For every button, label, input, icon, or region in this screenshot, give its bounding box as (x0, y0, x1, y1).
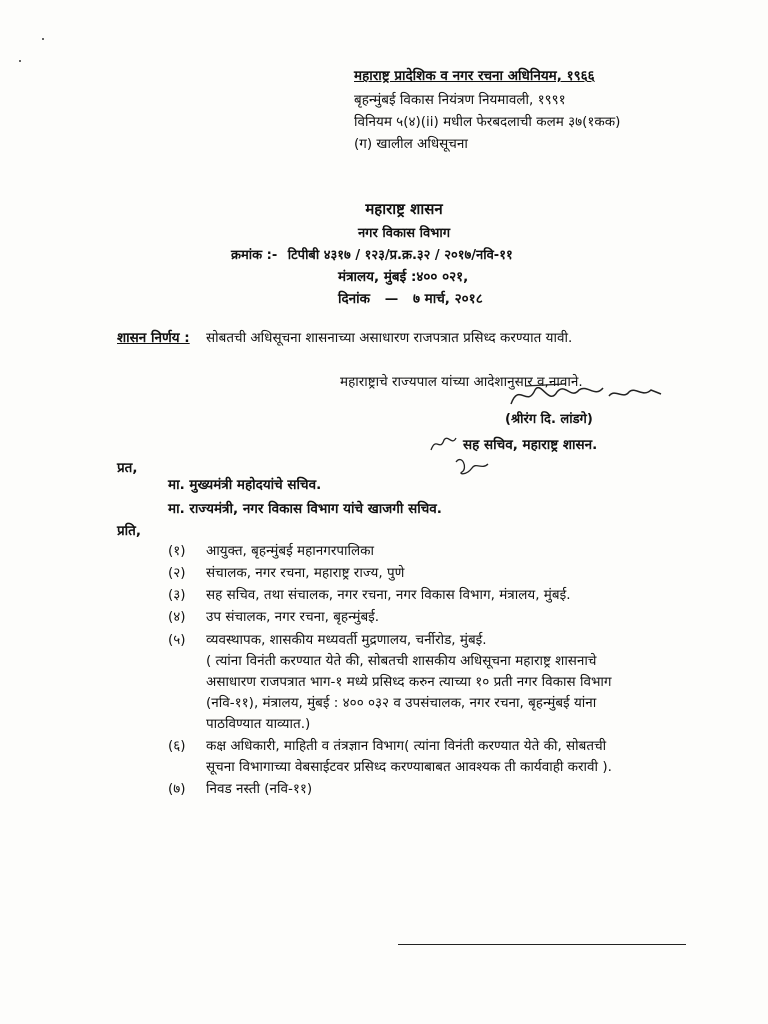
government-name: महाराष्ट्र शासन (365, 200, 443, 218)
item-text: उप संचालक, नगर रचना, बृहन्मुंबई. (206, 609, 380, 625)
order-line: महाराष्ट्राचे राज्यपाल यांच्या आदेशानुसार व,नावाने. (340, 374, 583, 390)
item-number: (१) (168, 543, 186, 559)
copy-label: प्रत, (117, 460, 138, 476)
copy-item: मा. राज्यमंत्री, नगर विकास विभाग यांचे खाजगी सचिव. (168, 501, 442, 517)
item5-note-line: असाधारण राजपत्रात भाग-१ मध्ये प्रसिध्द करुन त्याच्या १० प्रती नगर विकास विभाग (206, 674, 612, 690)
item-text: व्यवस्थापक, शासकीय मध्यवर्ती मुद्रणालय, चर्नीरोड, मुंबई. (206, 632, 487, 648)
initials-scribble (428, 432, 458, 454)
distribution-item (168, 607, 379, 625)
item-number: (२) (168, 565, 186, 581)
item5-note-line: पाठविण्यात याव्यात.) (206, 716, 311, 732)
item-number: (६) (168, 738, 186, 754)
signatory-designation: सह सचिव, महाराष्ट्र शासन. (463, 437, 598, 453)
header-line-2: बृहन्मुंबई विकास नियंत्रण नियमावली, १९९१ (354, 92, 566, 108)
item6-continuation: सूचना विभागाच्या वेबसाईटवर प्रसिध्द करण्याबाबत आवश्यक ती कार्यवाही करावी ). (206, 759, 612, 775)
signatory-name: (श्रीरंग दि. लांडगे) (505, 412, 593, 427)
item-number: (४) (168, 609, 186, 625)
date-line (338, 289, 483, 307)
date-label: दिनांक (338, 291, 371, 307)
date-separator: — (384, 291, 399, 307)
decision-line (117, 328, 572, 346)
distribution-label: प्रति, (117, 523, 142, 539)
item-number: (५) (168, 632, 186, 648)
distribution-item (168, 585, 571, 603)
item-number: (३) (168, 587, 186, 603)
number-label: क्रमांक :- (231, 248, 278, 263)
header-line-4: (ग) खालील अधिसूचना (354, 136, 468, 152)
item-text: संचालक, नगर रचना, महाराष्ट्र राज्य, पुणे (206, 565, 405, 581)
item-text: निवड नस्ती (नवि-११) (206, 781, 313, 797)
item-number: (७) (168, 781, 186, 797)
distribution-item (168, 563, 404, 581)
signature-scribble (505, 378, 665, 412)
item5-note-line: ( त्यांना विनंती करण्यात येते की, सोबतची शासकीय अधिसूचना महाराष्ट्र शासनाचे (206, 653, 597, 669)
act-title: महाराष्ट्र प्रादेशिक व नगर रचना अधिनियम, १९६६ (354, 68, 595, 84)
distribution-item (168, 779, 312, 797)
distribution-item (168, 736, 606, 754)
scan-speck (42, 38, 44, 40)
order-number: टिपीबी ४३१७ / १२३/प्र.क्र.३२ / २०१७/नवि-११ (287, 248, 513, 263)
item-text: सह सचिव, तथा संचालक, नगर रचना, नगर विकास विभाग, मंत्रालय, मुंबई. (206, 587, 571, 603)
copy-item: मा. मुख्यमंत्री महोदयांचे सचिव. (168, 477, 322, 493)
item5-note-line: (नवि-११), मंत्रालय, मुंबई : ४०० ०३२ व उपसंचालक, नगर रचना, बृहन्मुंबई यांना (206, 695, 597, 711)
decision-text: सोबतची अधिसूचना शासनाच्या असाधारण राजपत्रात प्रसिध्द करण्यात यावी. (205, 330, 573, 346)
scan-speck (19, 60, 21, 62)
item-text: आयुक्त, बृहन्मुंबई महानगरपालिका (206, 543, 375, 559)
department-name: नगर विकास विभाग (357, 226, 451, 241)
place: मंत्रालय, मुंबई :४०० ०२१, (338, 269, 469, 285)
handwritten-mark (452, 452, 492, 478)
distribution-item (168, 541, 374, 559)
distribution-item (168, 630, 487, 648)
order-number-line (231, 245, 513, 263)
date: ७ मार्च, २०१८ (412, 291, 483, 307)
decision-label: शासन निर्णय : (117, 330, 190, 346)
item-text: कक्ष अधिकारी, माहिती व तंत्रज्ञान विभाग( त्यांना विनंती करण्यात येते की, सोबतची (206, 738, 607, 754)
bottom-rule (398, 944, 686, 945)
header-line-3: विनियम ५(४)(ii) मधील फेरबदलाची कलम ३७(१कक) (354, 114, 621, 130)
